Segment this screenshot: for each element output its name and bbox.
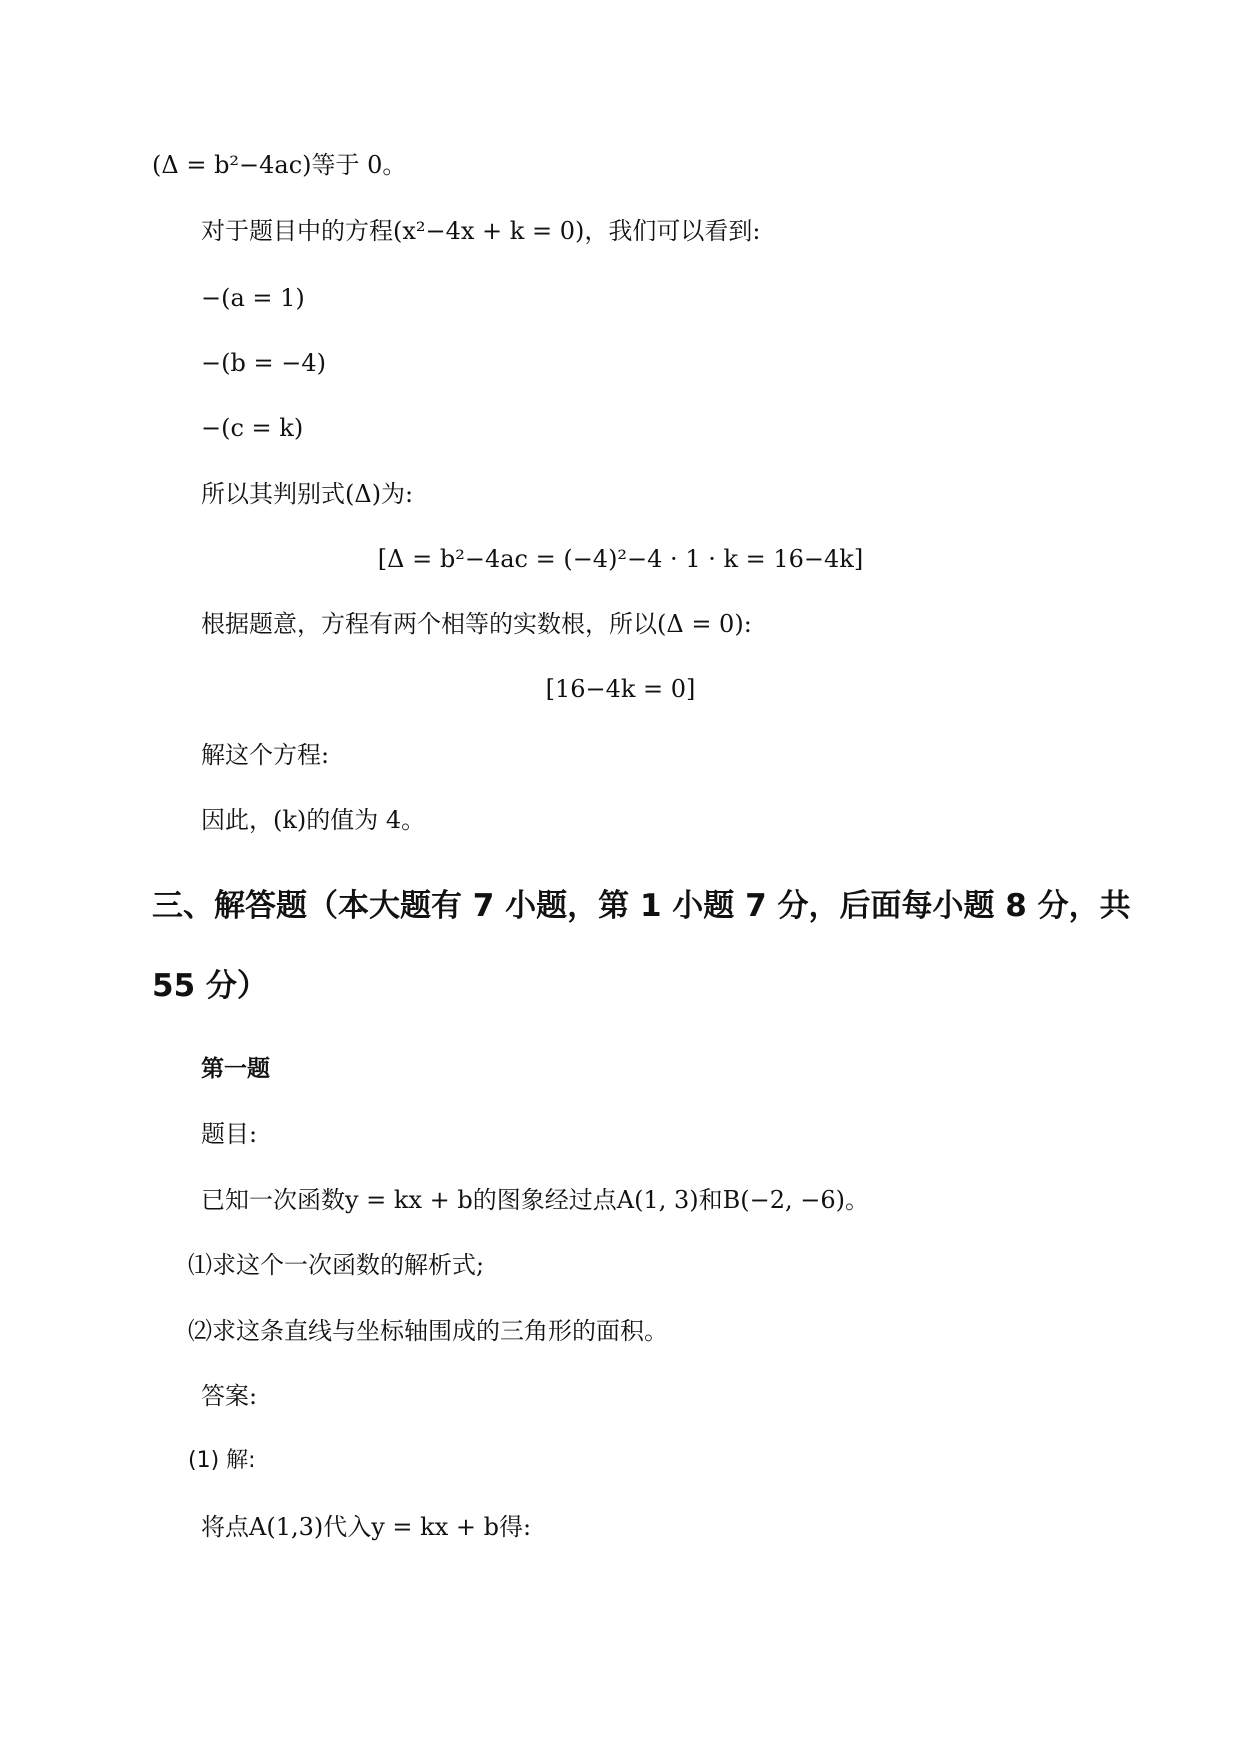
k-value-conclusion: 因此，(k)的值为 4。	[201, 806, 426, 834]
question-label: 题目:	[201, 1120, 258, 1148]
section-title-line1: 三、解答题（本大题有 7 小题，第 1 小题 7 分，后面每小题 8 分，共	[152, 888, 1131, 924]
problem-statement: 已知一次函数y = kx + b的图象经过点A(1, 3)和B(−2, −6)。	[201, 1186, 869, 1214]
problem-part-1: ⑴求这个一次函数的解析式;	[188, 1251, 485, 1279]
solution-step: 将点A(1,3)代入y = kx + b得:	[201, 1513, 532, 1541]
coefficient-c: −(c = k)	[201, 414, 304, 442]
discriminant-definition: (Δ = b²−4ac)等于 0。	[152, 151, 407, 179]
discriminant-intro: 所以其判别式(Δ)为:	[201, 480, 414, 508]
equation-observation: 对于题目中的方程(x²−4x + k = 0)，我们可以看到:	[201, 217, 761, 245]
solve-intro: 解这个方程:	[201, 741, 330, 769]
equal-roots-condition: 根据题意，方程有两个相等的实数根，所以(Δ = 0):	[201, 610, 752, 638]
section-title-line2: 55 分）	[152, 968, 268, 1004]
coefficient-b: −(b = −4)	[201, 349, 326, 377]
answer-label: 答案:	[201, 1382, 258, 1410]
problem-part-2: ⑵求这条直线与坐标轴围成的三角形的面积。	[188, 1317, 668, 1345]
solution-part-1-label: (1) 解:	[188, 1448, 256, 1473]
condition-equation: [16−4k = 0]	[545, 675, 696, 703]
problem-heading: 第一题	[201, 1056, 270, 1082]
discriminant-formula: [Δ = b²−4ac = (−4)²−4 · 1 · k = 16−4k]	[377, 545, 864, 573]
coefficient-a: −(a = 1)	[201, 284, 305, 312]
